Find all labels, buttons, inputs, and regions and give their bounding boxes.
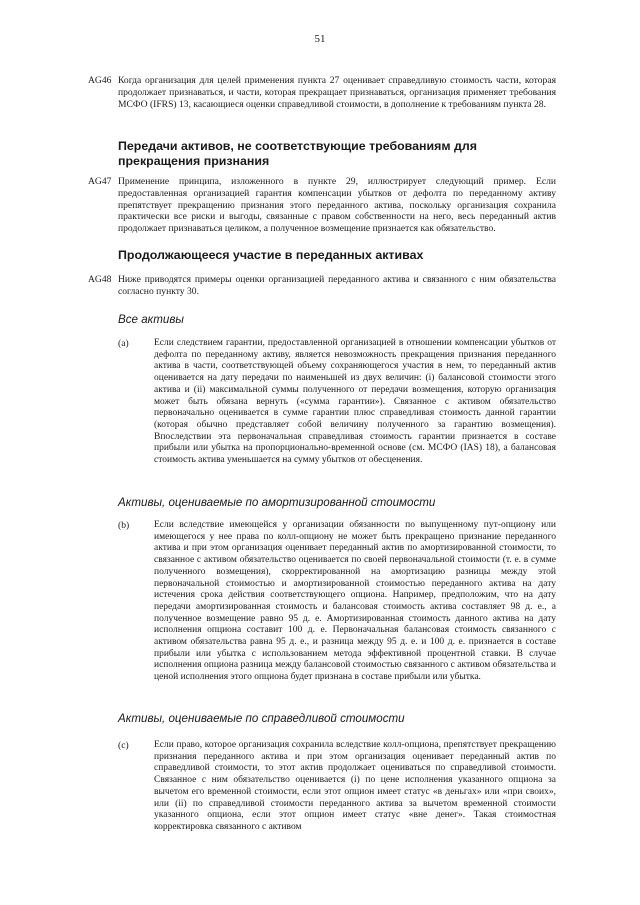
paragraph-ag48 — [88, 274, 556, 298]
subheading-amortised-cost: Активы, оцениваемые по амортизированной стоимости — [118, 496, 436, 509]
list-item-a — [118, 338, 556, 467]
paragraph-ag47 — [88, 176, 556, 235]
paragraph-text: Применение принципа, изложенного в пункте 29, иллюстрирует следующий пример. Если предоставленная организацией гарантия компенсации убытков от дефолта по переданному активу препятствует прекращению признания этого переданного актива, поскольку организация сохранила практически все риски и выгоды, связанные с правом собственности на него, весь переданный актив продолжает признаваться целиком, а полученное возмещение признается как обязательство. — [118, 176, 556, 235]
paragraph-id: AG46 — [88, 75, 112, 86]
list-item-text: Если вследствие имеющейся у организации обязанности по выпущенному пут-опциону или имеющегося у нее права по колл-опциону не может быть прекращено признание переданного актива и при этом организация оценивает переданный актив по амортизированной стоимости, то связанное с активом обязательство оценивается по своей первоначальной стоимости (т. е. в сумме полученного возмещения), скорректированной на амортизацию разницы между этой первоначальной стоимостью и амортизированной стоимостью переданного актива на дату истечения срока действия соответствующего опциона. Например, предположим, что на дату передачи амортизированная стоимость и балансовая стоимость актива составляет 98 д. е., а полученное возмещение равно 95 д. е. Амортизированная стоимость данного актива на дату исполнения опциона составит 100 д. е. Первоначальная балансовая стоимость связанного с активом обязательства равна 95 д. е., и разница между 95 д. е. и 100 д. е. признается в составе прибыли или убытка с использованием метода эффективной процентной ставки. В случае исполнения опциона разница между балансовой стоимостью связанного с активом обязательства и ценой исполнения этого опциона будет признана в составе прибыли или убытка. — [154, 520, 556, 683]
paragraph-text: Ниже приводятся примеры оценки организацией переданного актива и связанного с ним обязательства согласно пункту 30. — [118, 274, 556, 297]
list-item-label: (b) — [118, 520, 130, 531]
paragraph-ag46 — [88, 75, 556, 110]
section-heading-transfers: Передачи активов, не соответствующие требованиям для прекращения признания — [118, 139, 477, 168]
list-item-text: Если следствием гарантии, предоставленной организацией в отношении компенсации убытков от дефолта по переданному активу, является невозможность прекращения признания переданного актива в части, соответствующей объему сохраняющегося участия в нем, то переданный актив оценивается на дату передачи по наименьшей из двух величин: (i) балансовой стоимости этого актива и (ii) максимальной суммы полученного от передачи возмещения, которую организация может быть обязана вернуть («сумма гарантии»). Связанное с активом обязательство первоначально оценивается в сумме гарантии плюс справедливая стоимость данной гарантии (которая обычно представляет собой величину полученного за гарантию возмещения). Впоследствии эта первоначальная справедливая стоимость гарантии признается в составе прибыли или убытка на пропорционально-временной основе (см. МСФО (IAS) 18), а балансовая стоимость актива уменьшается на сумму убытков от обесценения. — [154, 338, 556, 466]
paragraph-id: AG47 — [88, 176, 112, 187]
list-item-c — [118, 740, 556, 834]
subheading-all-assets: Все активы — [118, 313, 184, 326]
paragraph-text: Когда организация для целей применения пункта 27 оценивает справедливую стоимость части, которая продолжает признаваться, и части, которая прекращает признаваться, организация применяет требования МСФО (IFRS) 13, касающиеся оценки справедливой стоимости, в дополнение к требованиям пункта 28. — [118, 75, 556, 110]
list-item-b — [118, 520, 556, 684]
section-heading-continuing-involvement: Продолжающееся участие в переданных активах — [118, 248, 424, 262]
list-item-text: Если право, которое организация сохранила вследствие колл-опциона, препятствует прекращению признания переданного актива и при этом организация оценивает переданный актив по справедливой стоимости, то этот актив продолжает оцениваться по справедливой стоимости. Связанное с ним обязательство оценивается (i) по цене исполнения указанного опциона за вычетом его временной стоимости, если этот опцион имеет статус «в деньгах» или «при своих», или (ii) по справедливой стоимости переданного актива за вычетом временной стоимости указанного опциона, если этот опцион имеет статус «вне денег». Такая стоимостная корректировка связанного с активом — [154, 740, 556, 832]
list-item-label: (c) — [118, 740, 129, 751]
page-number: 51 — [314, 33, 326, 45]
list-item-label: (a) — [118, 338, 129, 349]
paragraph-id: AG48 — [88, 274, 112, 285]
subheading-fair-value: Активы, оцениваемые по справедливой стоимости — [118, 712, 405, 725]
